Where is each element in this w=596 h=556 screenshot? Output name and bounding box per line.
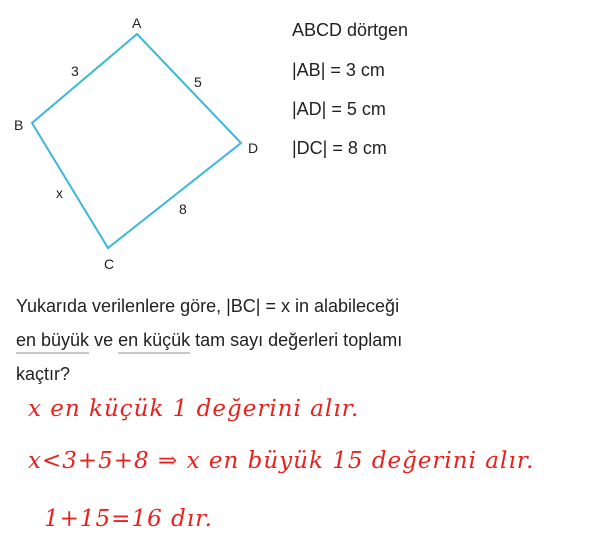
handwritten-solution-line-2: x<3+5+8 ⇒ x en büyük 15 değerini alır. [28,448,535,474]
question-text [16,289,586,391]
vertex-label-d: D [248,140,259,156]
question-line-1: Yukarıda verilenlere göre, |BC| = x in alabileceği [16,296,400,316]
emphasis-en-kucuk: en küçük [118,330,191,350]
emphasis-en-buyuk: en büyük [16,330,90,350]
side-label-dc: 8 [179,201,187,217]
vertex-label-b: B [14,117,24,133]
side-label-ab: 3 [71,63,79,79]
quadrilateral-abcd [32,34,241,248]
given-title: ABCD dörtgen [292,20,409,40]
side-label-bc: x [56,185,63,201]
question-line-2-rest: tam sayı değerleri toplamı [190,330,403,350]
given-dc-length: |DC| = 8 cm [292,138,387,158]
handwritten-solution-line-3: 1+15=16 dır. [44,506,213,532]
given-ab-length: |AB| = 3 cm [292,60,385,80]
side-label-ad: 5 [194,74,202,90]
quadrilateral-figure [0,0,290,280]
given-ad-length: |AD| = 5 cm [292,99,386,119]
question-line-3: kaçtır? [16,364,71,384]
vertex-label-a: A [132,15,142,31]
vertex-label-c: C [104,256,115,272]
handwritten-solution-line-1: x en küçük 1 değerini alır. [28,396,360,422]
question-line-2 [16,323,586,357]
conjunction-ve: ve [89,330,119,350]
